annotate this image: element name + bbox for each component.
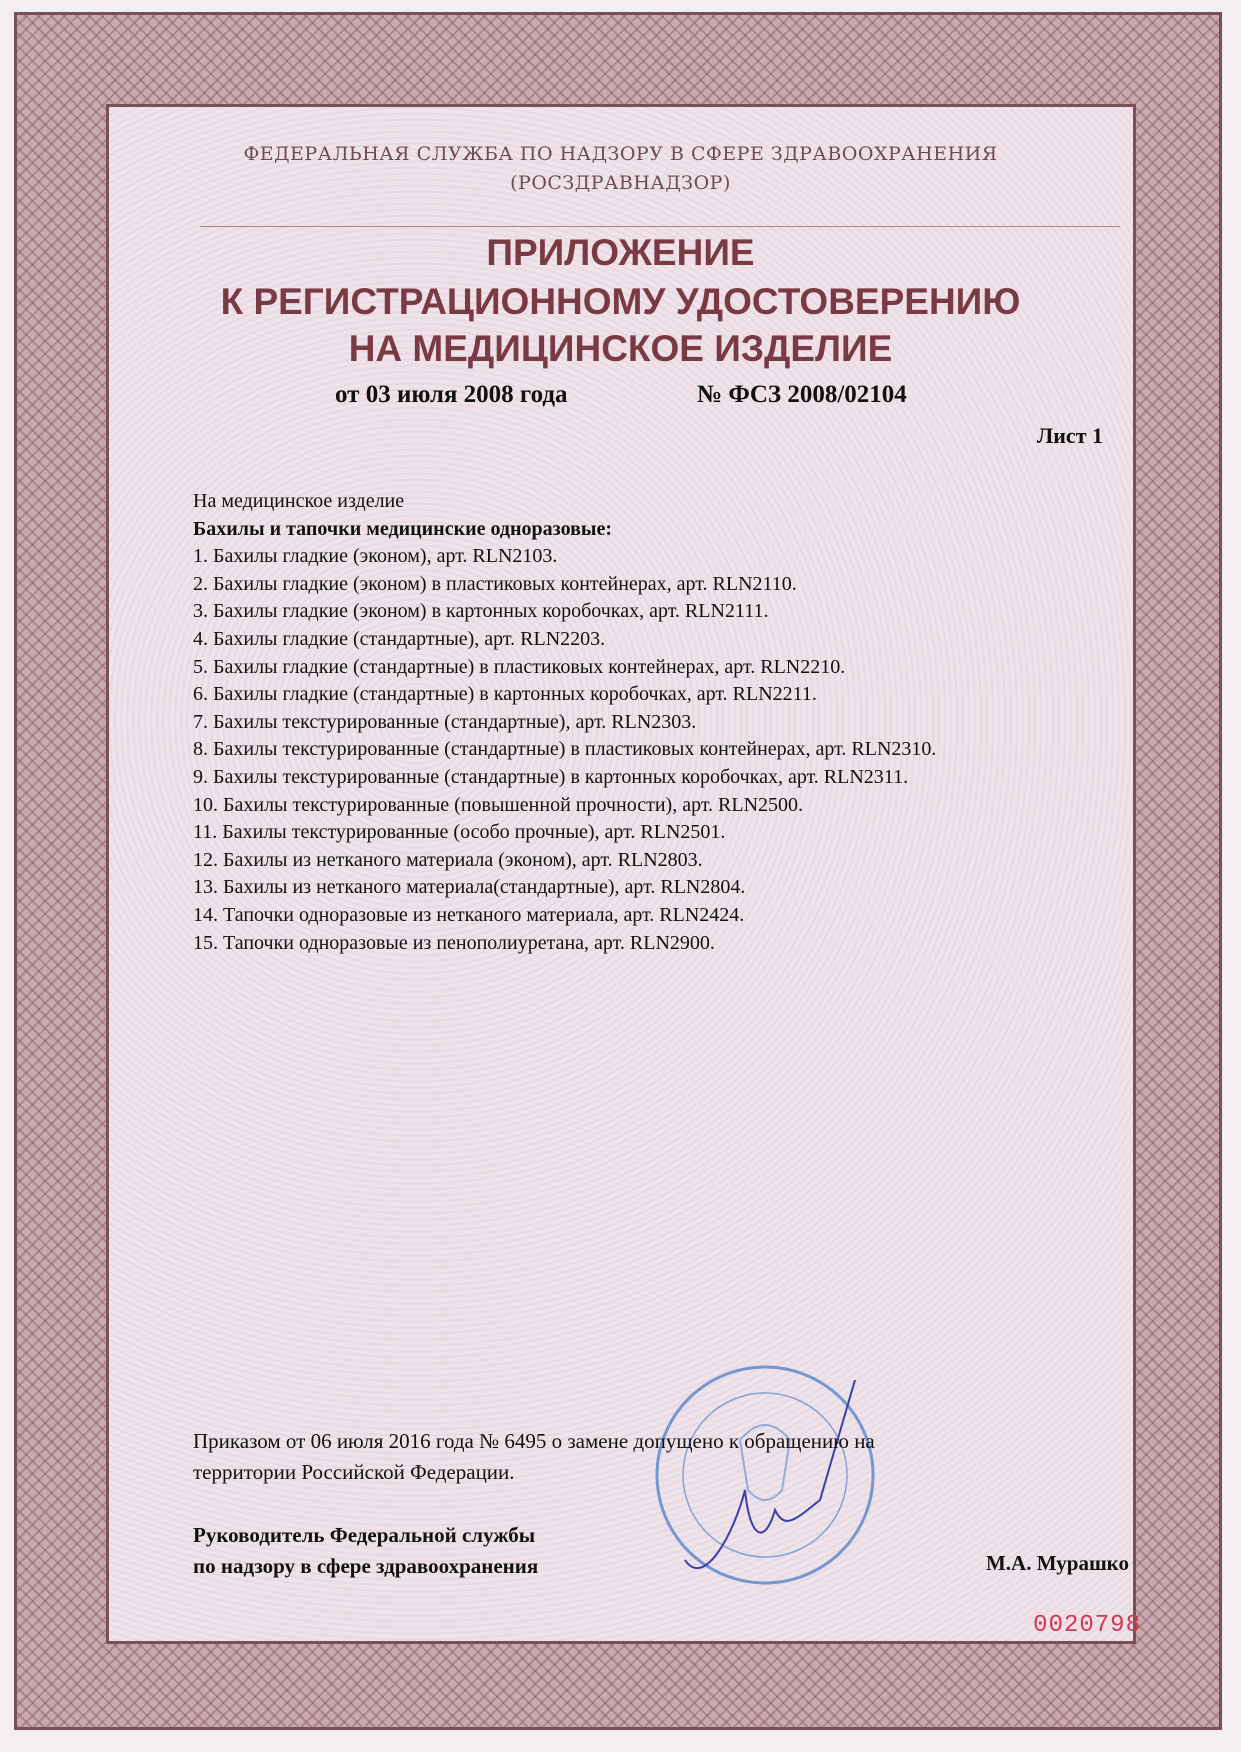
document-title-line3: НА МЕДИЦИНСКОЕ ИЗДЕЛИЕ: [348, 328, 893, 369]
intro-text: На медицинское изделие: [193, 490, 405, 512]
list-item: 1. Бахилы гладкие (эконом), арт. RLN2103.: [193, 545, 558, 568]
document-title-line1: ПРИЛОЖЕНИЕ: [486, 232, 755, 273]
document-title-line2: К РЕГИСТРАЦИОННОМУ УДОСТОВЕРЕНИЮ: [220, 281, 1021, 322]
product-name: Бахилы и тапочки медицинские одноразовые:: [193, 517, 613, 540]
signer-title: [193, 1520, 538, 1582]
list-item: 8. Бахилы текстурированные (стандартные) в пластиковых контейнерах, арт. RLN2310.: [193, 738, 937, 761]
list-item: 11. Бахилы текстурированные (особо прочные), арт. RLN2501.: [193, 821, 726, 844]
serial-number: 0020798: [1033, 1612, 1141, 1639]
list-item: 13. Бахилы из нетканого материала(стандартные), арт. RLN2804.: [193, 876, 746, 899]
signer-title-line2: по надзору в сфере здравоохранения: [193, 1554, 539, 1578]
list-item: 3. Бахилы гладкие (эконом) в картонных коробочках, арт. RLN2111.: [193, 600, 769, 623]
list-item: 5. Бахилы гладкие (стандартные) в пластиковых контейнерах, арт. RLN2210.: [193, 655, 846, 678]
signer-name: М.А. Мурашко: [985, 1551, 1129, 1575]
header-divider: [200, 226, 1120, 227]
list-item: 9. Бахилы текстурированные (стандартные) в картонных коробочках, арт. RLN2311.: [193, 765, 909, 788]
list-item: 6. Бахилы гладкие (стандартные) в картонных коробочках, арт. RLN2211.: [193, 683, 817, 706]
signer-title-line1: Руководитель Федеральной службы: [193, 1523, 536, 1547]
list-item: 4. Бахилы гладкие (стандартные), арт. RLN2203.: [193, 627, 606, 650]
registration-number: № ФСЗ 2008/02104: [697, 381, 907, 408]
sheet-number: Лист 1: [1036, 423, 1103, 448]
list-item: 7. Бахилы текстурированные (стандартные), арт. RLN2303.: [193, 710, 697, 733]
list-item: 15. Тапочки одноразовые из пенополиуретана, арт. RLN2900.: [193, 931, 715, 954]
list-item: 10. Бахилы текстурированные (повышенной прочности), арт. RLN2500.: [193, 793, 804, 816]
list-item: 2. Бахилы гладкие (эконом) в пластиковых контейнерах, арт. RLN2110.: [193, 572, 797, 595]
product-list: [193, 543, 936, 957]
list-item: 12. Бахилы из нетканого материала (эконом), арт. RLN2803.: [193, 848, 703, 871]
order-line2: территории Российской Федерации.: [193, 1460, 515, 1484]
agency-short-name: (РОСЗДРАВНАДЗОР): [510, 172, 731, 194]
agency-name: ФЕДЕРАЛЬНАЯ СЛУЖБА ПО НАДЗОРУ В СФЕРЕ ЗДРАВООХРАНЕНИЯ: [243, 143, 998, 165]
order-note: [193, 1426, 875, 1488]
product-description: [193, 488, 936, 957]
list-item: 14. Тапочки одноразовые из нетканого материала, арт. RLN2424.: [193, 903, 745, 926]
document-date: от 03 июля 2008 года: [335, 381, 568, 408]
order-line1: Приказом от 06 июля 2016 года № 6495 о замене допущено к обращению на: [193, 1429, 875, 1453]
